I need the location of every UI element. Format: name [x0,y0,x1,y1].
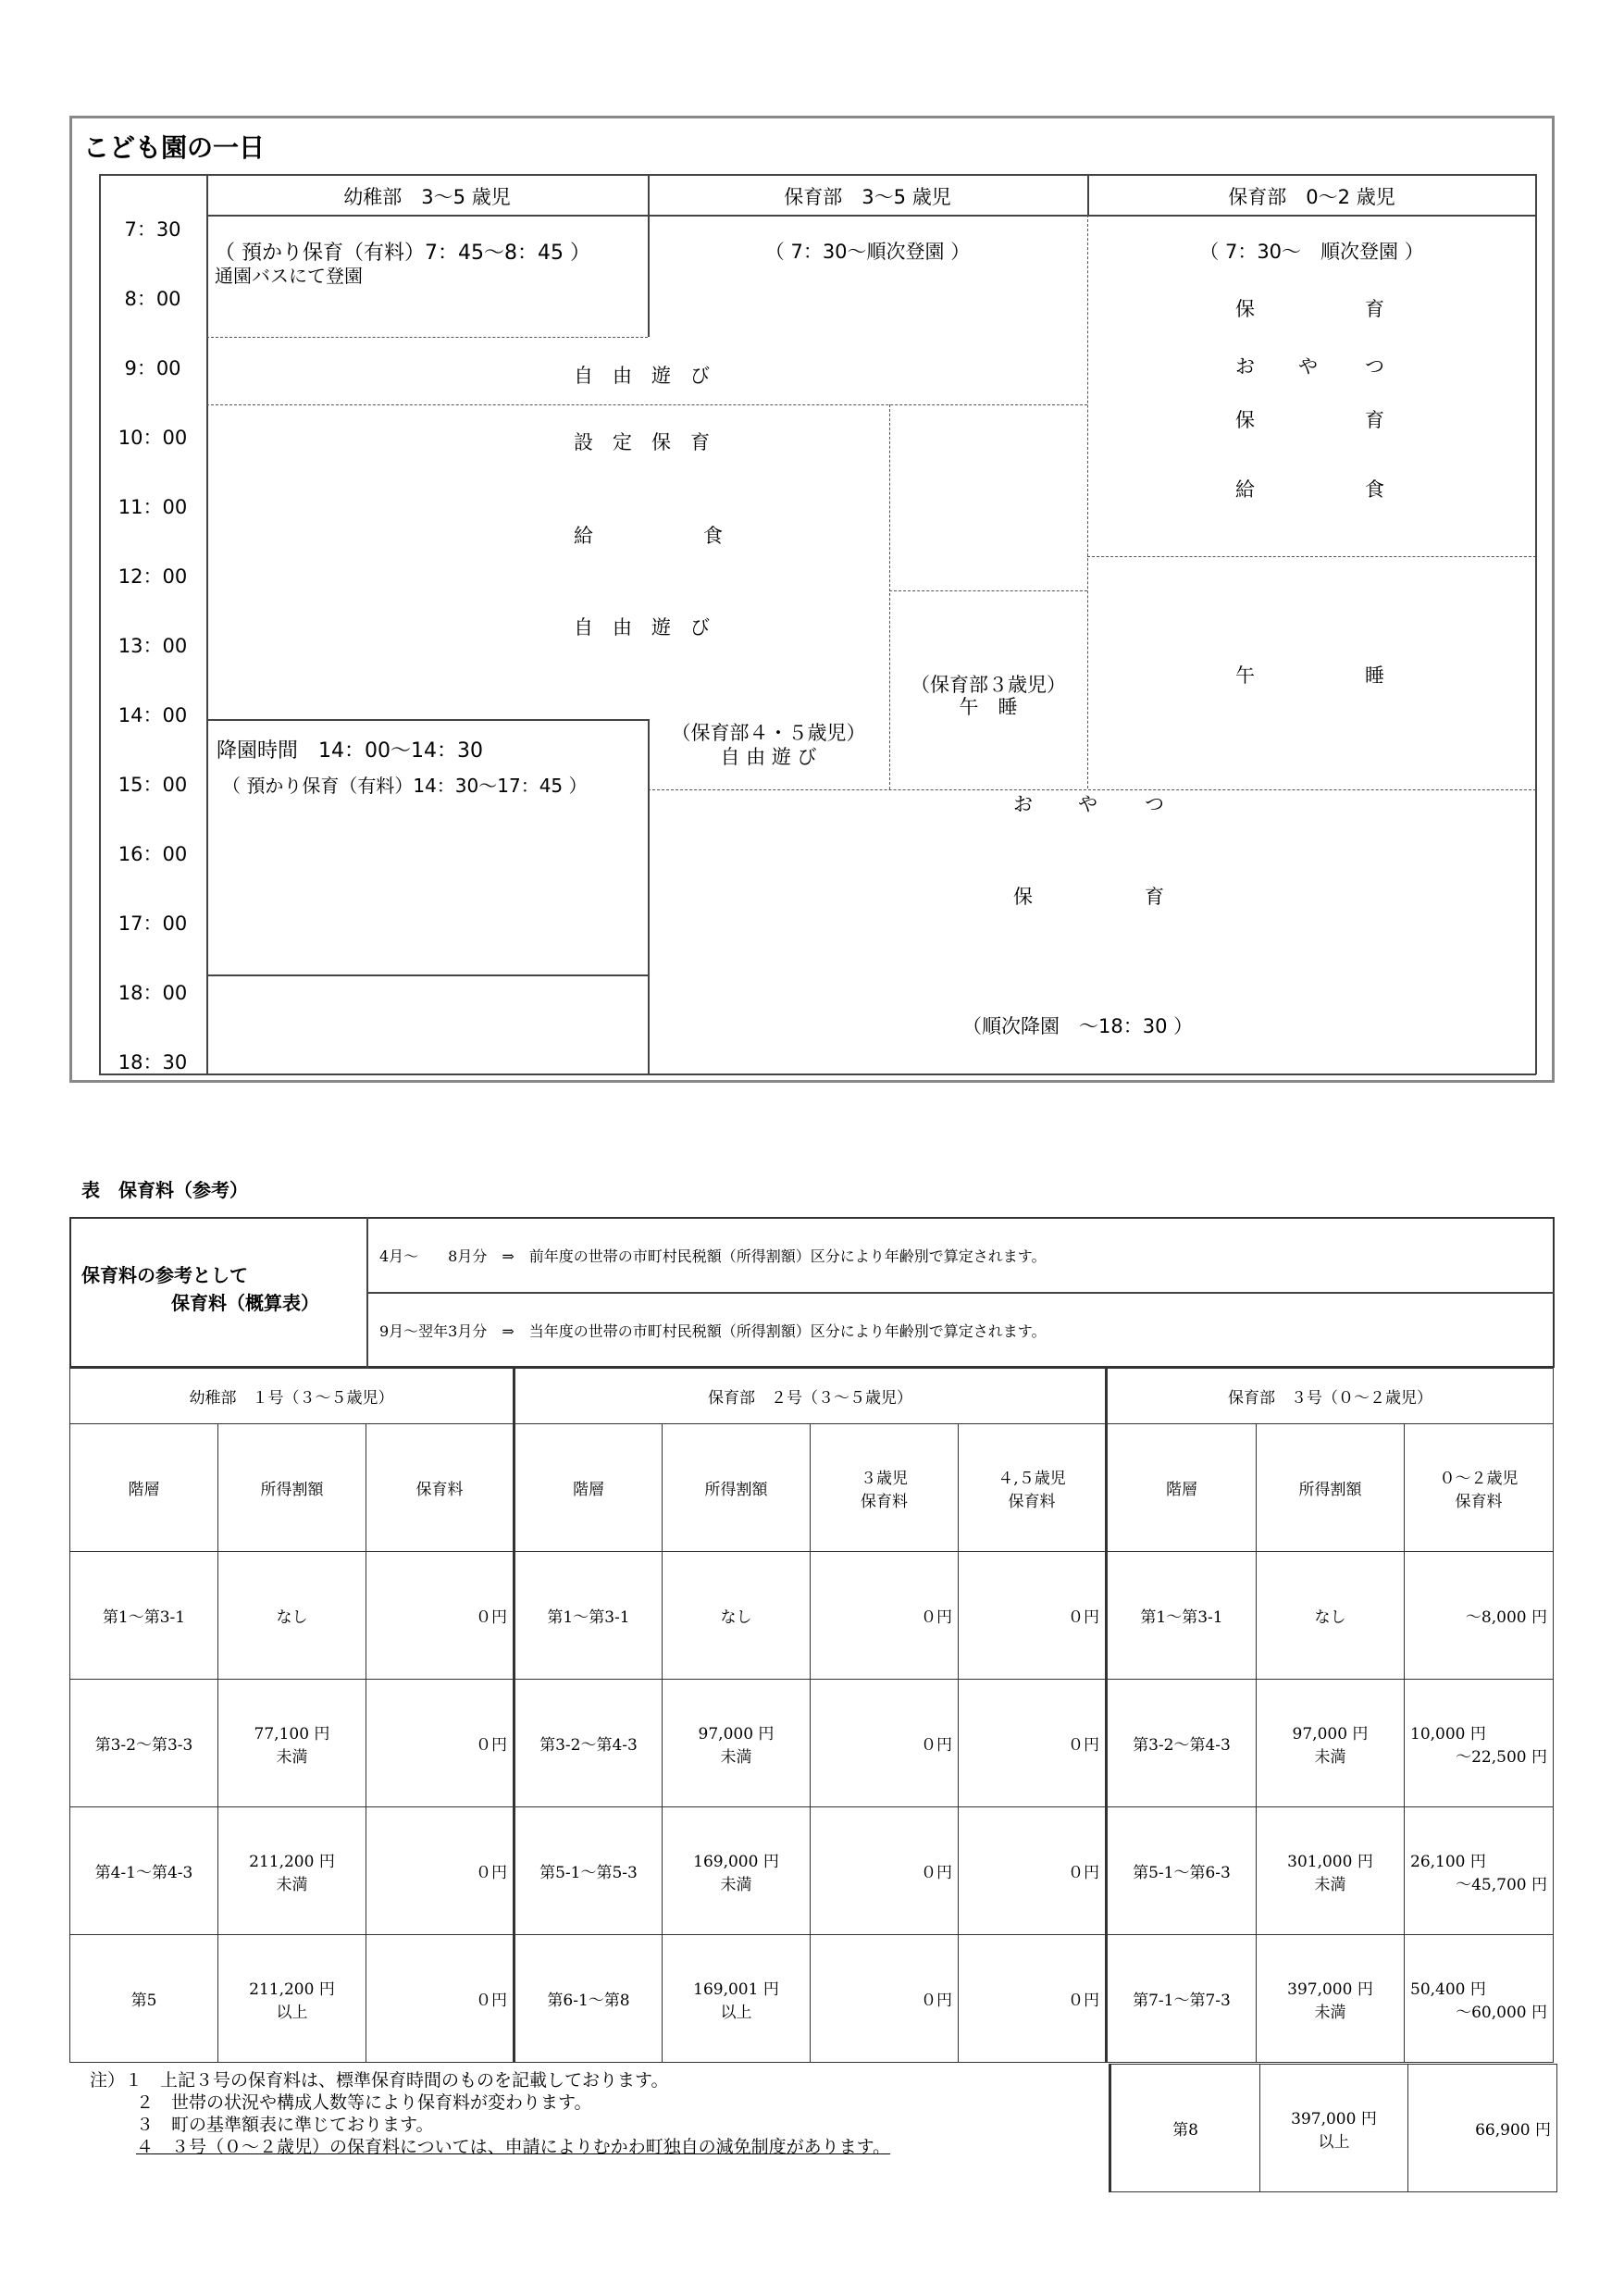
grid-line [1087,556,1536,557]
pickup-time: （順次降園 ～18：30 ） [962,1015,1194,1037]
nursery-0-2-lunch: 食 [1365,478,1384,501]
nursery-3-nap: （保育部３歳児） [911,674,1066,696]
nursery-0-2-lunch: 給 [1235,478,1255,501]
cell-line: 未満 [720,1747,752,1767]
fee-reference-row: 9月～翌年3月分 ⇒ 当年度の世帯の市町村民税額（所得割額）区分により年齢別で算定されます。 [379,1322,1047,1340]
cell-level: 第5-1～第5-3 [514,1807,663,1935]
header-line: ０～２歳児 [1439,1469,1519,1488]
nursery-0-2-nap: 睡 [1365,664,1384,687]
cell-fee: ０円 [959,1935,1107,2063]
nursery-4-5-free-play: （保育部４・５歳児） [671,722,866,744]
cell-fee: ０円 [959,1552,1107,1680]
header-line: 保育料 [1455,1492,1503,1511]
header-line: ４,５歳児 [998,1469,1066,1488]
cell-level: 第5 [70,1935,218,2063]
cell-fee: ０円 [959,1680,1107,1807]
fee-notes [90,2069,890,2158]
care: 保 [1013,886,1033,908]
cell-level: 第1～第3-1 [1107,1552,1257,1680]
cell-line: 未満 [276,1875,308,1894]
dismissal-time: 降園時間 14：00～14：30 [217,739,483,763]
grid-line [366,1292,1555,1294]
nursery-0-2-care: 育 [1365,298,1384,320]
time-label: 17：00 [118,912,188,935]
cell-fee: ０円 [811,1552,959,1680]
care: 育 [1145,886,1164,908]
cell-line: 211,200 円 [249,1980,335,1999]
nursery-0-2-snack: お [1235,355,1255,378]
cell-line: 10,000 円 [1410,1724,1486,1744]
col-header-income: 所得割額 [663,1424,811,1552]
col-header-level: 階層 [1107,1424,1257,1552]
grid-line [99,174,1536,176]
cell-line: なし [1314,1608,1346,1627]
nursery-3-nap: 午 睡 [959,696,1018,718]
grid-line [889,404,890,789]
cell-income [1260,2065,1408,2192]
nursery-3-5-arrival: （ 7：30～順次登園 ） [764,241,971,263]
note-line: ２ 世帯の状況や構成人数等により保育料が変わります。 [136,2092,592,2113]
time-label: 15：00 [118,774,188,796]
grid-line [206,719,648,721]
cell-level: 第4-1～第4-3 [70,1807,218,1935]
nursery-0-2-snack: や [1298,355,1318,378]
header-line: 保育料 [861,1492,908,1511]
cell-line: 未満 [1314,1875,1346,1894]
cell-line: 未満 [1314,2003,1346,2022]
time-label: 14：00 [118,704,188,726]
cell-income [218,1935,366,2063]
cell-income [663,1552,811,1680]
cell-line: なし [720,1608,752,1627]
fee-group-2: 保育部 ２号（３～５歳児） [514,1369,1107,1424]
cell-income [218,1680,366,1807]
cell-fee: ０円 [811,1807,959,1935]
time-label: 10：00 [118,427,188,449]
cell-line: ～45,700 円 [1456,1875,1547,1894]
grid-line [206,174,208,1074]
cell-line: 169,000 円 [693,1852,779,1871]
note-line: 注）１ 上記３号の保育料は、標準保育時間のものを記載しております。 [90,2070,669,2091]
time-label: 8：00 [124,288,181,310]
cell-level: 第1～第3-1 [514,1552,663,1680]
cell-level: 第3-2～第4-3 [1107,1680,1257,1807]
cell-line: 397,000 円 [1291,2109,1377,2128]
nursery-0-2-snack: つ [1365,355,1384,378]
note-line: ４ ３号（０～２歳児）の保育料については、申請によりむかわ町独自の減免制度があります。 [136,2137,891,2157]
cell-income [663,1807,811,1935]
col-header-fee: 保育料 [366,1424,514,1552]
cell-fee: ～8,000 円 [1405,1552,1554,1680]
planned-activity: 設 定 保 育 [574,431,710,453]
cell-fee [1405,1807,1554,1935]
grid-line [1535,174,1537,1074]
grid-line [99,1074,1536,1075]
grid-line [206,404,1087,405]
header-line: ３歳児 [861,1469,908,1488]
fee-reference-label: 保育料（概算表） [171,1292,319,1314]
cell-line: 以上 [276,2003,308,2022]
col-header-income: 所得割額 [1257,1424,1405,1552]
grid-line [889,590,1087,591]
cell-level: 第1～第3-1 [70,1552,218,1680]
cell-income [1257,1807,1405,1935]
cell-level: 第3-2～第4-3 [514,1680,663,1807]
cell-income [1257,1552,1405,1680]
cell-line: 26,100 円 [1410,1852,1486,1871]
cell-level: 第8 [1110,2065,1260,2192]
cell-line: ～22,500 円 [1456,1747,1547,1767]
cell-level: 第6-1～第8 [514,1935,663,2063]
kindergarten-bus: 通園バスにて登園 [215,265,363,287]
header-line: 保育料 [1008,1492,1056,1511]
cell-fee: ０円 [811,1935,959,2063]
cell-income [663,1680,811,1807]
cell-fee: ０円 [366,1807,514,1935]
cell-line: 50,400 円 [1410,1980,1486,1999]
grid-line [648,719,650,1074]
free-play: 自 由 遊 び [574,365,710,387]
fee-column-header-row [70,1424,1554,1552]
note-line: ３ 町の基準額表に準じております。 [136,2115,434,2135]
fee-table-last-row [1109,2064,1557,2192]
cell-line: 397,000 円 [1287,1980,1373,1999]
cell-level: 第7-1～第7-3 [1107,1935,1257,2063]
fee-row [70,1807,1554,1935]
grid-line [1087,215,1088,788]
col-header-income: 所得割額 [218,1424,366,1552]
nursery-0-2-care: 保 [1235,409,1255,431]
schedule-title: こども園の一日 [83,132,266,163]
cell-income [1257,1680,1405,1807]
cell-fee: ０円 [366,1935,514,2063]
cell-line: なし [276,1608,308,1627]
fee-row [1110,2065,1557,2192]
col-header-kindergarten: 幼稚部 3～5 歳児 [343,186,511,208]
cell-income [218,1552,366,1680]
time-label: 16：00 [118,843,188,865]
snack: お [1013,793,1033,815]
cell-line: 以上 [720,2003,752,2022]
grid-line [206,215,1536,217]
fee-row [70,1680,1554,1807]
fee-row [70,1935,1554,2063]
col-header-fee-4-5 [959,1424,1107,1552]
time-label: 9：00 [124,357,181,379]
time-label: 7：30 [124,218,181,241]
cell-line: ～60,000 円 [1456,2003,1547,2022]
nursery-0-2-care: 育 [1365,409,1384,431]
cell-line: 97,000 円 [698,1724,775,1744]
time-label: 12：00 [118,565,188,588]
cell-income [1257,1935,1405,2063]
snack: や [1078,793,1097,815]
cell-line: 169,001 円 [693,1980,779,1999]
cell-income [663,1935,811,2063]
time-label: 18：00 [118,982,188,1004]
snack: つ [1145,793,1164,815]
cell-fee: ０円 [366,1680,514,1807]
fee-table-heading: 表 保育料（参考） [81,1179,248,1201]
cell-line: 未満 [720,1875,752,1894]
cell-fee: ０円 [959,1807,1107,1935]
grid-line [206,337,648,338]
time-label: 13：00 [118,635,188,657]
nursery-0-2-arrival: （ 7：30～ 順次登園 ） [1199,241,1424,263]
cell-fee [1405,1680,1554,1807]
cell-line: 97,000 円 [1292,1724,1369,1744]
cell-line: 77,100 円 [254,1724,330,1744]
cell-fee [1405,1935,1554,2063]
col-header-level: 階層 [514,1424,663,1552]
col-header-nursery-0-2: 保育部 0～2 歳児 [1228,186,1395,208]
cell-line: 以上 [1318,2132,1350,2152]
nursery-0-2-care: 保 [1235,298,1255,320]
nursery-0-2-nap: 午 [1235,664,1255,687]
kindergarten-early-care: （ 預かり保育（有料）7：45～8：45 ） [215,242,590,265]
cell-level: 第3-2～第3-3 [70,1680,218,1807]
col-header-nursery-3-5: 保育部 3～5 歳児 [784,186,951,208]
fee-reference-row: 4月～ 8月分 ⇒ 前年度の世帯の市町村民税額（所得割額）区分により年齢別で算定されます。 [379,1247,1047,1265]
col-header-fee-3 [811,1424,959,1552]
kindergarten-late-care: （ 預かり保育（有料）14：30～17：45 ） [222,775,588,797]
grid-line [206,974,648,976]
fee-group-1: 幼稚部 １号（３～５歳児） [70,1369,514,1424]
col-header-fee-0-2 [1405,1424,1554,1552]
cell-fee: ０円 [366,1552,514,1680]
cell-income [218,1807,366,1935]
fee-row [70,1552,1554,1680]
cell-fee: ０円 [811,1680,959,1807]
col-header-level: 階層 [70,1424,218,1552]
cell-level: 第5-1～第6-3 [1107,1807,1257,1935]
fee-group-3: 保育部 ３号（０～２歳児） [1107,1369,1554,1424]
fee-reference-label: 保育料の参考として [81,1264,248,1286]
cell-line: 301,000 円 [1287,1852,1373,1871]
cell-line: 未満 [1314,1747,1346,1767]
fee-table [69,1368,1554,2063]
cell-line: 211,200 円 [249,1852,335,1871]
time-label: 11：00 [118,496,188,518]
fee-group-header-row [70,1369,1554,1424]
free-play: 自 由 遊 び [574,616,710,639]
cell-line: 未満 [276,1747,308,1767]
cell-fee: 66,900 円 [1408,2065,1557,2192]
lunch: 食 [703,525,723,547]
time-label: 18：30 [118,1051,188,1074]
nursery-4-5-free-play: 自 由 遊 び [720,746,817,768]
lunch: 給 [574,525,593,547]
